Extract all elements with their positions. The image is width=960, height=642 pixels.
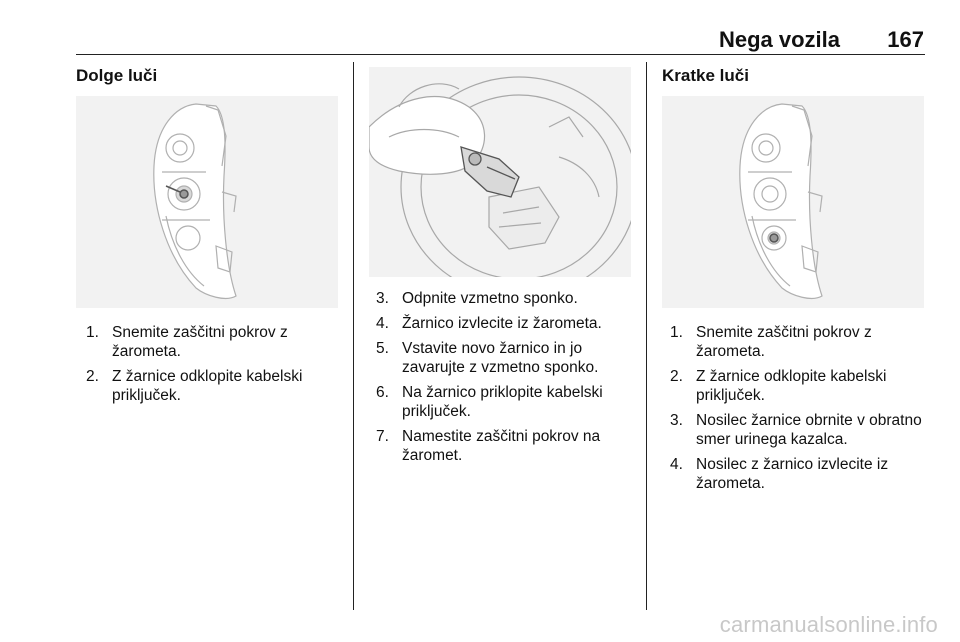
list-item: 2. Z žarnice odklopite kabelski priključek.: [86, 368, 303, 404]
page-header-title: Nega vozila: [718, 27, 840, 52]
list-item: 4. Nosilec z žarnico izvlecite iz žarometa.: [670, 456, 889, 492]
header-rule: [76, 54, 925, 55]
column-divider-left: [353, 62, 354, 610]
list-item: 1. Snemite zaščitni pokrov z žarometa.: [670, 324, 872, 360]
bulb-removal-figure: [369, 67, 631, 277]
list-item: 4. Žarnico izvlecite iz žarometa.: [376, 315, 602, 332]
bulb-removal-illustration: [369, 67, 631, 277]
steps-list-low-beam: [670, 323, 932, 499]
headlamp-figure-high-beam: [76, 96, 338, 308]
steps-list-bulb-replacement: [376, 289, 638, 471]
watermark: carmanualsonline.info: [719, 612, 938, 637]
headlamp-illustration: [76, 96, 338, 308]
column-divider-right: [646, 62, 647, 610]
list-item: 2. Z žarnice odklopite kabelski priključek.: [670, 368, 887, 404]
list-item: 3. Nosilec žarnice obrnite v obratno smer urinega kazalca.: [670, 412, 922, 448]
steps-list-high-beam: [86, 323, 336, 411]
list-item: 3. Odpnite vzmetno sponko.: [376, 290, 578, 307]
list-item: 7. Namestite zaščitni pokrov na žaromet.: [376, 428, 601, 464]
page-number: 167: [887, 27, 924, 52]
list-item: 5. Vstavite novo žarnico in jo zavarujte z vzmetno sponko.: [376, 340, 599, 376]
headlamp-illustration: [662, 96, 924, 308]
list-item: 6. Na žarnico priklopite kabelski priključek.: [376, 384, 603, 420]
list-item: 1. Snemite zaščitni pokrov z žarometa.: [86, 324, 288, 360]
section-title-low-beam: Kratke luči: [662, 66, 749, 85]
headlamp-figure-low-beam: [662, 96, 924, 308]
section-title-high-beam: Dolge luči: [76, 66, 158, 85]
